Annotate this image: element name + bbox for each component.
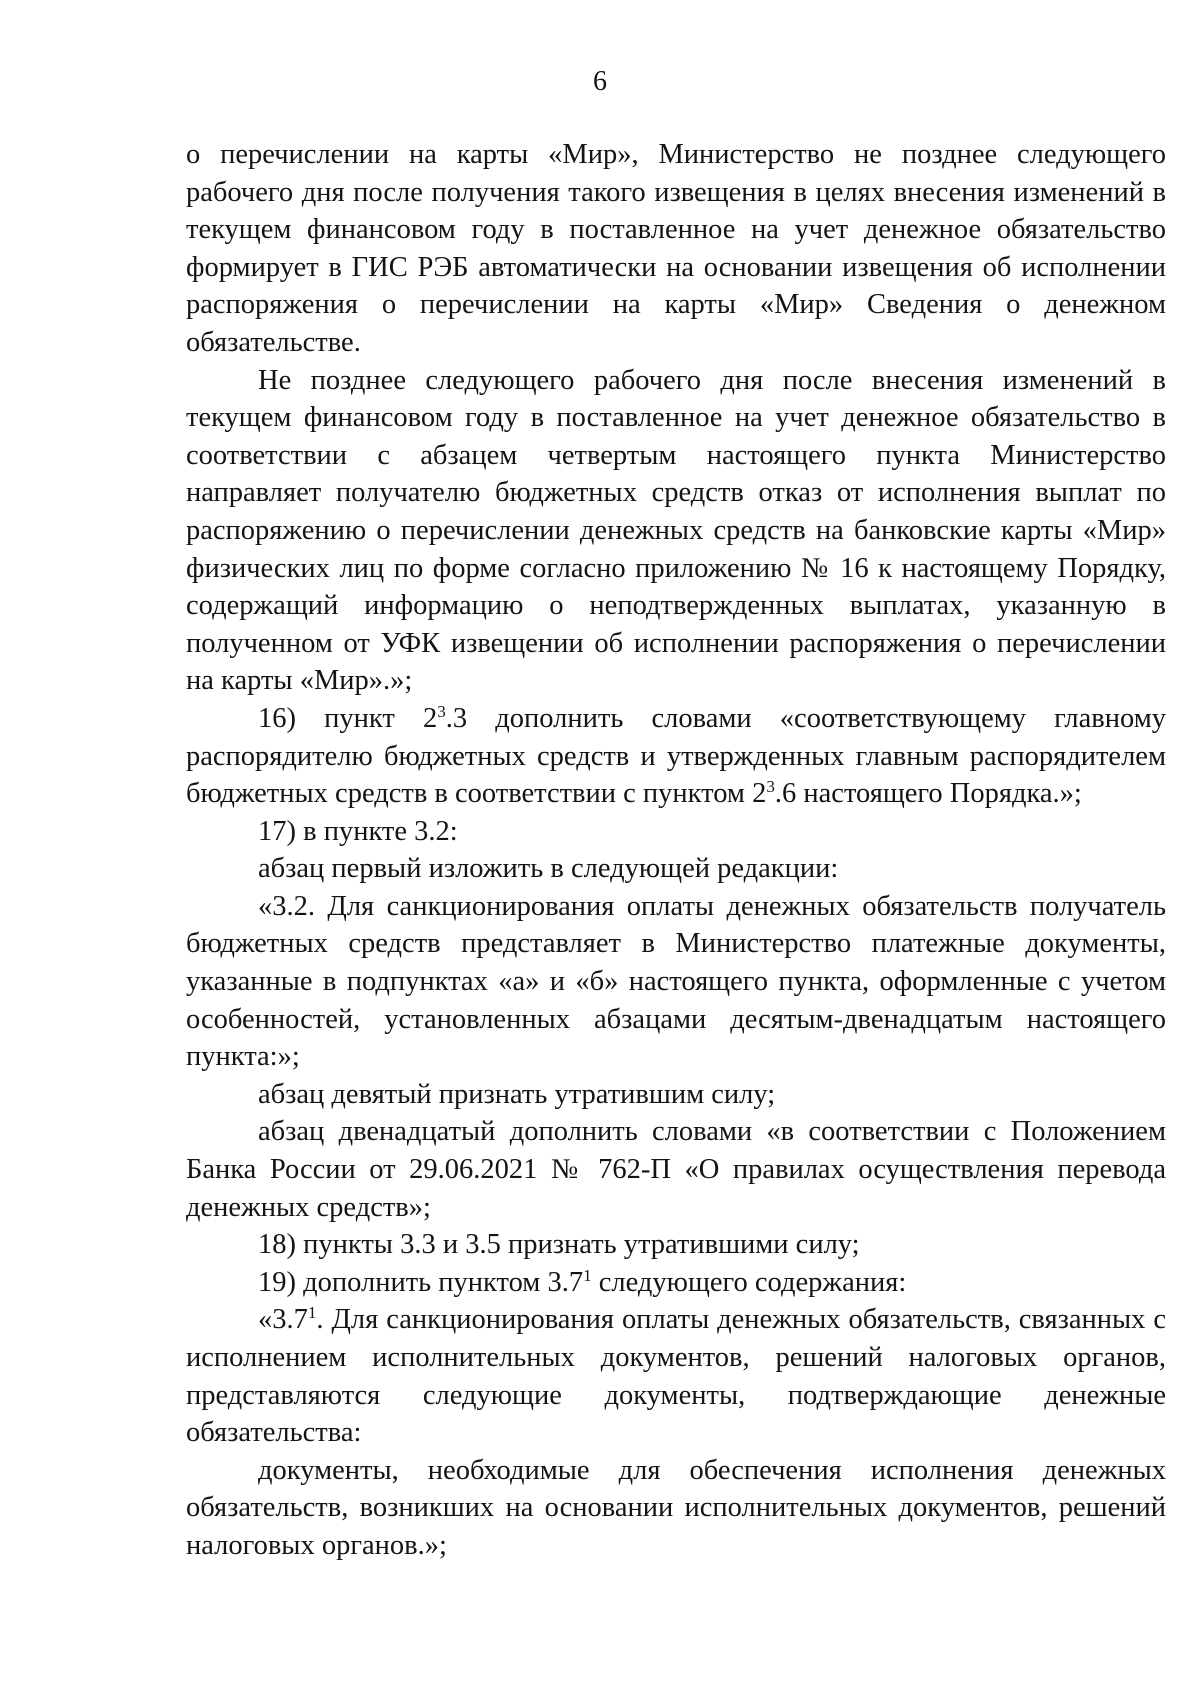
paragraph-abzac-9: абзац девятый признать утратившим силу; — [258, 1078, 776, 1110]
paragraph-continuation: о перечислении на карты «Мир», Министерство не позднее следующего рабочего дня после получения такого извещения в целях внесения изменений в текущем финансовом году в поставленное на учет денежное обязательство формирует в ГИС РЭБ автоматически на основании извещения об исполнении распоряжения о перечислении на карты «Мир» Сведения о денежном обязательстве. — [186, 139, 1166, 358]
paragraph-documents: документы, необходимые для обеспечения исполнения денежных обязательств, возникших на основании исполнительных документов, решений налоговых органов.»; — [186, 1454, 1166, 1561]
paragraph-item-19: 19) дополнить пунктом $3.7^1$ следующего содержания: — [258, 1265, 907, 1298]
paragraph-item-17: 17) в пункте 3.2: — [258, 815, 458, 847]
paragraph-refusal-notice: Не позднее следующего рабочего дня после внесения изменений в текущем финансовом году в поставленное на учет денежное обязательство в соответствии с абзацем четвертым настоящего пункта Министерство направляет получателю бюджетных средств отказ от исполнения выплат по распоряжению о перечислении денежных средств на банковские карты «Мир» физических лиц по форме согласно приложению № 16 к настоящему Порядку, содержащий информацию о неподтвержденных выплатах, указанную в полученном от УФК извещении об исполнении распоряжения о перечислении на карты «Мир».»; — [186, 364, 1166, 697]
paragraph-quote-3-2: «3.2. Для санкционирования оплаты денежных обязательств получатель бюджетных средств представляет в Министерство платежные документы, указанные в подпунктах «а» и «б» настоящего пункта, оформленные с учетом особенностей, установленных абзацами десятым-двенадцатым настоящего пункта:»; — [186, 890, 1166, 1073]
paragraph-quote-3-7-1: «$3.7^1$. Для санкционирования оплаты денежных обязательств, связанных с исполнением исполнительных документов, решений налоговых органов, представляются следующие документы, подтверждающие денежные обязательства: — [186, 1303, 1166, 1449]
paragraph-item-18: 18) пункты 3.3 и 3.5 признать утратившими силу; — [258, 1229, 860, 1261]
document-body — [186, 136, 1166, 1565]
paragraph-item-17-abzac-1: абзац первый изложить в следующей редакции: — [258, 853, 839, 885]
page-number: 6 — [593, 66, 607, 97]
paragraph-abzac-12: абзац двенадцатый дополнить словами «в соответствии с Положением Банка России от 29.06.2021 № 762-П «О правилах осуществления перевода денежных средств»; — [186, 1116, 1166, 1223]
paragraph-item-16: 16) пункт $2^3.3$ дополнить словами «соответствующему главному распорядителю бюджетных средств и утвержденных главным распорядителем бюджетных средств в соответствии с пунктом $2^3.6$ настоящего Порядка.»; — [186, 701, 1167, 810]
